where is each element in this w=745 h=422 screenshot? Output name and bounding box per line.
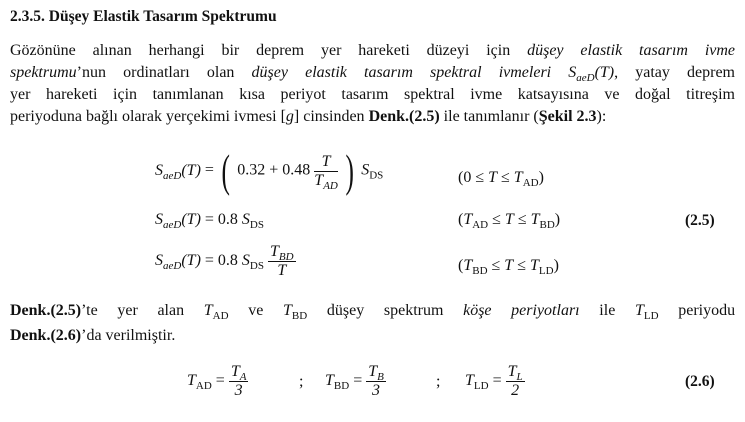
equation-2-5-row-2: $S_{aeD}(T) = 0.8$ $S_{DS}$ (155, 211, 264, 231)
paragraph-1-line-1: Gözönüne alınan herhangi bir deprem yer hareketi düzeyi için düşey elastik tasarım ivme (10, 42, 736, 59)
paragraph-1-line-4: periyoduna bağlı olarak yerçekimi ivmesi [g] cinsinden Denk.(2.5) ile tanımlanır (Şekil 2.3): (10, 108, 607, 125)
paragraph-1-line-3: yer hareketi için tanımlanan kısa periyot tasarım spektral ivme katsayısına ve doğal titreşim (10, 86, 735, 103)
paragraph-2-line-1: Denk.(2.5)’te yer alan $T_{AD}$ ve $T_{BD}$ düşey spektrum köşe periyotları ile $T_{LD}$ periyodu (10, 302, 736, 322)
fraction-tbd-over-t: $\frac{T_{BD}}{T}$ (269, 243, 294, 279)
equation-2-5-row-3: $S_{aeD}(T) = 0.8$ $S_{DS}$ $\frac{T_{BD}}{T}$ (155, 243, 294, 279)
section-number: 2.3.5. (10, 8, 45, 25)
symbol-saed: $S_{aeD}(T)$ (568, 64, 615, 84)
equation-2-5-condition-1: $(0 \le T \le T_{AD})$ (458, 169, 544, 189)
equation-2-6-part-1: $T_{AD}$ = $\frac{T_A}{3}$ (187, 363, 247, 399)
equation-2-6-part-2: $T_{BD}$ = $\frac{T_B}{3}$ (325, 363, 384, 399)
fraction-t-over-tad: $\frac{T}{T_{AD}}$ (314, 152, 338, 192)
equation-2-5-row-1: $S_{aeD}(T)$ = ( 0.32 + 0.48 $\frac{T}{T_{AD}}$ ) $S_{DS}$ (155, 145, 384, 196)
section-heading (10, 8, 277, 26)
equation-2-5-condition-2: $(T_{AD} \le T \le T_{BD})$ (458, 211, 561, 231)
paragraph-1-line-2: spektrumu’nun ordinatları olan düşey elastik tasarım spektral ivmeleri $S_{aeD}(T)$, yatay deprem (10, 64, 735, 84)
equation-2-6-separator-1: ; (299, 373, 304, 390)
paragraph-2-line-2: Denk.(2.6)’da verilmiştir. (10, 327, 176, 344)
equation-2-6-separator-2: ; (436, 373, 441, 390)
section-title: Düşey Elastik Tasarım Spektrumu (48, 8, 277, 25)
equation-2-6-part-3: $T_{LD}$ = $\frac{T_L}{2}$ (465, 363, 523, 399)
equation-number-2-5: (2.5) (685, 212, 715, 229)
equation-2-5-condition-3: $(T_{BD} \le T \le T_{LD})$ (458, 257, 559, 277)
equation-number-2-6: (2.6) (685, 373, 715, 390)
